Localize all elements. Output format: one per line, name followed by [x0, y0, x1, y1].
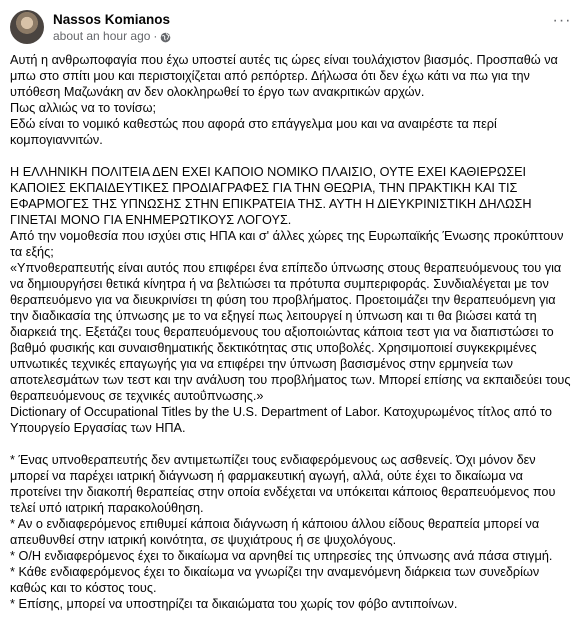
post-paragraph: * Επίσης, μπορεί να υποστηρίζει τα δικαιώματα του χωρίς τον φόβο αντιποίνων. — [10, 597, 458, 611]
post-subtitle — [53, 28, 171, 44]
post-paragraph: «Υπνοθεραπευτής είναι αυτός που επιφέρει ένα επίπεδο ύπνωσης στους θεραπευόμενους του για να δημιουργήσει θετικά κίνητρα ή να βελτιώσει τα πρότυπα συμπεριφοράς. Συνδιαλέγεται με τον θεραπευόμενο για να διευκρινίσει τη φύση του προβλήματος. Προετοιμάζει την θεραπευόμενη για την διαδικασία της ύπνωσης με το να εξηγεί πως λειτουργεί η ύπνωση και τι θα βιώσει κατά τη διαρκειά της. Εξετάζει τους θεραπευόμενους του αξιοποιώντας κάποια τεστ για να διαπιστώσει το βαθμό φυσικής και συναισθηματικής δεκτικότητας στις υποβολές. Χρησιμοποιεί συγκεκριμένες υπνωτικές τεχνικές επαγωγής για να επιφέρει την ύπνωση βασισμένος στην ερμηνεία των αποτελεσμάτων των τεστ και την ανάλυση του προβλήματος των. Μπορεί επίσης να εκπαιδεύει τους θεραπευόμενους σε τεχνικές αυτοΰπνωσης.» — [10, 261, 571, 403]
more-options-icon[interactable]: ··· — [552, 12, 572, 29]
post-paragraph: Από την νομοθεσία που ισχύει στις ΗΠΑ και σ' άλλες χώρες της Ευρωπαϊκής Ένωσης προκύπτουν τα εξής; — [10, 229, 564, 259]
post-text — [10, 52, 575, 612]
post-meta — [53, 10, 171, 44]
globe-icon[interactable] — [160, 31, 171, 42]
avatar[interactable] — [10, 10, 44, 44]
post-paragraph: Η ΕΛΛΗΝΙΚΗ ΠΟΛΙΤΕΙΑ ΔΕΝ ΕΧΕΙ ΚΑΠΟΙΟ ΝΟΜΙΚΟ ΠΛΑΙΣΙΟ, ΟΥΤΕ ΕΧΕΙ ΚΑΘΙΕΡΩΣΕΙ ΚΑΠΟΙΕΣ ΕΚΠΑΙΔΕΥΤΙΚΕΣ ΠΡΟΔΙΑΓΡΑΦΕΣ ΓΙΑ ΤΗΝ ΘΕΩΡΙΑ, ΤΗΝ ΠΡΑΚΤΙΚΗ ΚΑΙ ΤΙΣ ΕΦΑΡΜΟΓΕΣ ΤΗΣ ΥΠΝΩΣΗΣ ΣΤΗΝ ΕΠΙΚΡΑΤΕΙΑ ΤΗΣ. ΑΥΤΗ Η ΔΙΕΥΚΡΙΝΙΣΤΙΚΗ ΔΗΛΩΣΗ ΓΙΝΕΤΑΙ ΜΟΝΟ ΓΙΑ ΕΝΗΜΕΡΩΤΙΚΟΥΣ ΛΟΓΟΥΣ. — [10, 165, 532, 227]
post-timestamp[interactable]: about an hour ago — [53, 29, 151, 43]
paragraph-gap — [10, 436, 575, 452]
post-header — [10, 10, 575, 50]
post-paragraph: Εδώ είναι το νομικό καθεστώς που αφορά στο επάγγελμα μου και να αναιρέστε τα περί κομπογιαννιτών. — [10, 117, 497, 147]
paragraph-gap — [10, 148, 575, 164]
post-paragraph: Αυτή η ανθρωποφαγία που έχω υποστεί αυτές τις ώρες είναι τουλάχιστον βιασμός. Προσπαθώ να μπω στο σπίτι μου και περιστοιχίζεται από ρεπόρτερ. Δήλωσα ότι δεν έχω κάτι να πω για την υπόθεση Μαζωνάκη αν δεν ολοκληρωθεί το έργο των ανακριτικών αρχών. — [10, 53, 558, 99]
post-paragraph: Dictionary of Occupational Titles by the U.S. Department of Labor. Κατοχυρωμένος τίτλος από το Υπουργείο Εργασίας των ΗΠΑ. — [10, 405, 552, 435]
author-name[interactable]: Nassos Komianos — [53, 12, 171, 27]
post-paragraph: * Ο/Η ενδιαφερόμενος έχει το δικαίωμα να αρνηθεί τις υπηρεσίες της ύπνωσης ανά πάσα στιγμή. — [10, 549, 553, 563]
separator-dot: · — [153, 29, 158, 43]
post-paragraph: Πως αλλιώς να το τονίσω; — [10, 101, 157, 115]
post-paragraph: * Κάθε ενδιαφερόμενος έχει το δικαίωμα να γνωρίζει την αναμενόμενη διάρκεια των συνεδρίων καθώς και το κόστος τους. — [10, 565, 540, 595]
post-paragraph: * Ένας υπνοθεραπευτής δεν αντιμετωπίζει τους ενδιαφερόμενους ως ασθενείς. Όχι μόνον δεν μπορεί να παρέχει ιατρική διάγνωση ή φαρμακευτική αγωγή, αλλά, ούτε έχει το δικαίωμα να προτείνει την διακοπή θεραπείας στην οποία ενδέχεται να υπόκειται κάποιος θεραπευόμενος που τελεί υπό ιατρική παρακολούθηση. — [10, 453, 556, 515]
post-paragraph: * Αν ο ενδιαφερόμενος επιθυμεί κάποια διάγνωση ή κάποιου άλλου είδους θεραπεία μπορεί να απευθυνθεί στην ιατρική κοινότητα, σε ψυχιάτρους ή σε ψυχολόγους. — [10, 517, 540, 547]
